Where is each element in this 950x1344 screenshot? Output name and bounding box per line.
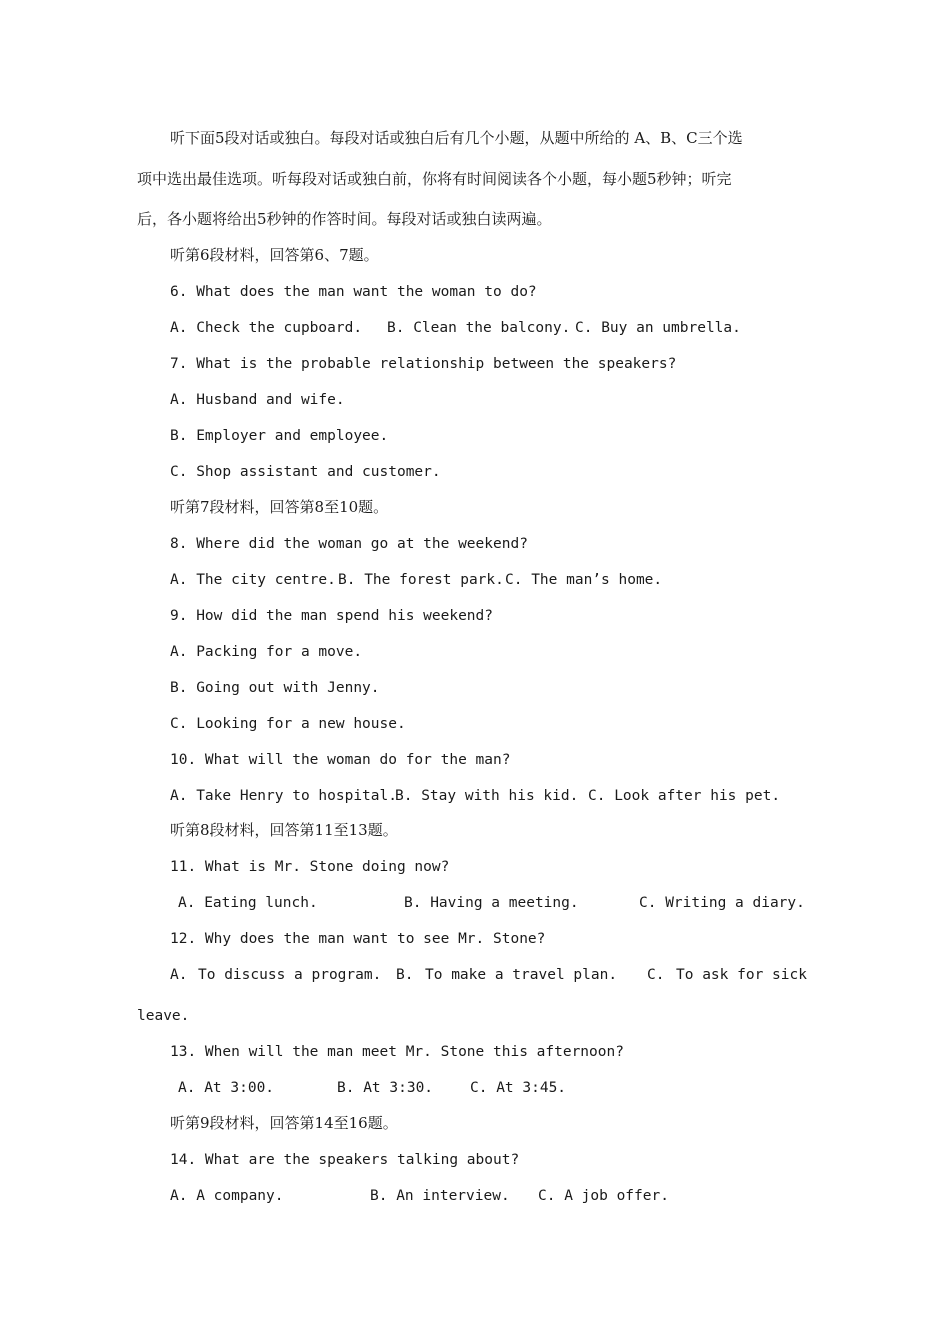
section-7-header: 听第7段材料，回答第8至10题。 <box>170 498 389 516</box>
q12-option-c-wrap: leave. <box>137 1008 190 1024</box>
q12-option-c-text: To ask for sick <box>676 967 807 983</box>
q10-option-a: A. Take Henry to hospital. <box>170 788 397 804</box>
q7-option-c: C. Shop assistant and customer. <box>170 464 441 480</box>
q13-option-a: A. At 3:00. <box>178 1080 275 1096</box>
q12-option-a-text: To discuss a program. <box>198 967 382 983</box>
q13-option-c: C. At 3:45. <box>470 1080 567 1096</box>
section-8-header: 听第8段材料，回答第11至13题。 <box>170 821 398 839</box>
q9-option-b: B. Going out with Jenny. <box>170 680 380 696</box>
q14-option-b: B. An interview. <box>370 1188 510 1204</box>
q11-option-a: A. Eating lunch. <box>178 895 318 911</box>
q6-option-a: A. Check the cupboard. <box>170 320 363 336</box>
intro-line-3: 后，各小题将给出5秒钟的作答时间。每段对话或独白读两遍。 <box>137 210 552 228</box>
q6-option-c: C. Buy an umbrella. <box>575 320 741 336</box>
question-10: 10. What will the woman do for the man? <box>170 752 511 768</box>
q14-option-a: A. A company. <box>170 1188 284 1204</box>
q9-option-c: C. Looking for a new house. <box>170 716 406 732</box>
question-11: 11. What is Mr. Stone doing now? <box>170 859 450 875</box>
q6-option-b: B. Clean the balcony. <box>387 320 571 336</box>
q12-option-b-letter: B. <box>396 967 414 983</box>
intro-line-1: 听下面5段对话或独白。每段对话或独白后有几个小题，从题中所给的 A、B、C三个选 <box>170 129 743 147</box>
question-7: 7. What is the probable relationship between the speakers? <box>170 356 677 372</box>
q11-option-c: C. Writing a diary. <box>639 895 805 911</box>
q10-option-c: C. Look after his pet. <box>588 788 781 804</box>
question-13: 13. When will the man meet Mr. Stone this afternoon? <box>170 1044 624 1060</box>
q8-option-c: C. The man’s home. <box>505 572 663 588</box>
question-9: 9. How did the man spend his weekend? <box>170 608 494 624</box>
q12-option-a-letter: A. <box>170 967 188 983</box>
q12-option-b-text: To make a travel plan. <box>425 967 618 983</box>
section-9-header: 听第9段材料，回答第14至16题。 <box>170 1114 398 1132</box>
question-8: 8. Where did the woman go at the weekend? <box>170 536 528 552</box>
q10-option-b: B. Stay with his kid. <box>395 788 579 804</box>
q14-option-c: C. A job offer. <box>538 1188 669 1204</box>
q8-option-b: B. The forest park. <box>338 572 504 588</box>
q7-option-a: A. Husband and wife. <box>170 392 345 408</box>
section-6-header: 听第6段材料，回答第6、7题。 <box>170 246 379 264</box>
q12-option-c-letter: C. <box>647 967 665 983</box>
q13-option-b: B. At 3:30. <box>337 1080 434 1096</box>
question-14: 14. What are the speakers talking about? <box>170 1152 520 1168</box>
q11-option-b: B. Having a meeting. <box>404 895 579 911</box>
question-6: 6. What does the man want the woman to do? <box>170 284 537 300</box>
q7-option-b: B. Employer and employee. <box>170 428 389 444</box>
q9-option-a: A. Packing for a move. <box>170 644 363 660</box>
q8-option-a: A. The city centre. <box>170 572 336 588</box>
intro-line-2: 项中选出最佳选项。听每段对话或独白前，你将有时间阅读各个小题，每小题5秒钟；听完 <box>137 170 732 188</box>
question-12: 12. Why does the man want to see Mr. Stone? <box>170 931 546 947</box>
